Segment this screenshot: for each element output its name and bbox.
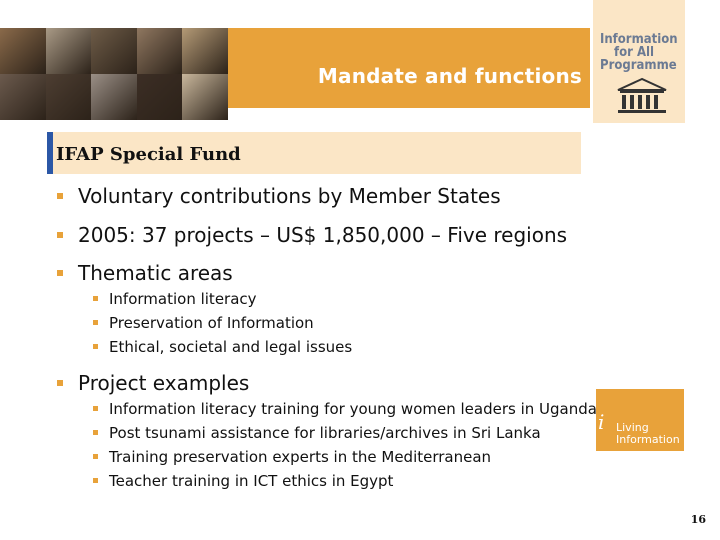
sub-bullet-text: Ethical, societal and legal issues — [109, 338, 353, 356]
sub-bullet-text: Information literacy training for young women leaders in Uganda — [109, 400, 597, 418]
bullet-text: Project examples — [78, 371, 250, 395]
bullet-square-icon — [57, 193, 63, 199]
bullet-thematic-areas — [57, 261, 233, 285]
photo-tile — [137, 28, 183, 74]
sub-bullet-text: Preservation of Information — [109, 314, 314, 332]
page-number: 16 — [690, 513, 706, 526]
photo-tile — [182, 74, 228, 120]
photo-tile — [46, 74, 92, 120]
bullet-text: Thematic areas — [78, 261, 233, 285]
bullet-project-examples — [57, 371, 249, 395]
bullet-square-icon — [93, 320, 98, 325]
sub-bullet-text: Post tsunami assistance for libraries/archives in Sri Lanka — [109, 424, 541, 442]
photo-tile — [137, 74, 183, 120]
bullet-projects-2005 — [57, 223, 567, 247]
bullet-square-icon — [57, 380, 63, 386]
sub-bullet — [93, 290, 257, 308]
bullet-square-icon — [93, 406, 98, 411]
subtitle: IFAP Special Fund — [56, 144, 241, 165]
logo-line-2: for All — [614, 45, 655, 60]
logo-line-1: Information — [600, 32, 678, 47]
sub-bullet — [93, 424, 541, 442]
sub-bullet — [93, 400, 597, 418]
bullet-voluntary — [57, 184, 501, 208]
sub-bullet — [93, 314, 314, 332]
bullet-square-icon — [93, 430, 98, 435]
sub-bullet-text: Information literacy — [109, 290, 257, 308]
page-title: Mandate and functions — [317, 64, 582, 88]
bullet-square-icon — [93, 478, 98, 483]
photo-tile — [182, 28, 228, 74]
bullet-square-icon — [93, 454, 98, 459]
bullet-square-icon — [93, 296, 98, 301]
unesco-temple-icon — [612, 76, 672, 116]
photo-tile — [46, 28, 92, 74]
sub-bullet — [93, 338, 352, 356]
photo-tile — [0, 28, 46, 74]
title-bar — [228, 28, 590, 108]
logo-line-3: Programme — [600, 58, 677, 73]
living-information-glyph: i — [598, 410, 605, 434]
photo-tile — [91, 28, 137, 74]
bullet-text: Voluntary contributions by Member States — [78, 184, 501, 208]
bullet-square-icon — [57, 232, 63, 238]
sub-bullet — [93, 448, 491, 466]
bullet-text: 2005: 37 projects – US$ 1,850,000 – Five regions — [78, 223, 568, 247]
living-label: Living — [616, 421, 649, 434]
bullet-square-icon — [93, 344, 98, 349]
sub-bullet-text: Teacher training in ICT ethics in Egypt — [109, 472, 394, 490]
header-photo-collage — [0, 28, 228, 120]
bullet-square-icon — [57, 270, 63, 276]
photo-tile — [91, 74, 137, 120]
sub-bullet-text: Training preservation experts in the Mediterranean — [109, 448, 492, 466]
information-label: Information — [616, 433, 680, 446]
sub-bullet — [93, 472, 393, 490]
photo-tile — [0, 74, 46, 120]
